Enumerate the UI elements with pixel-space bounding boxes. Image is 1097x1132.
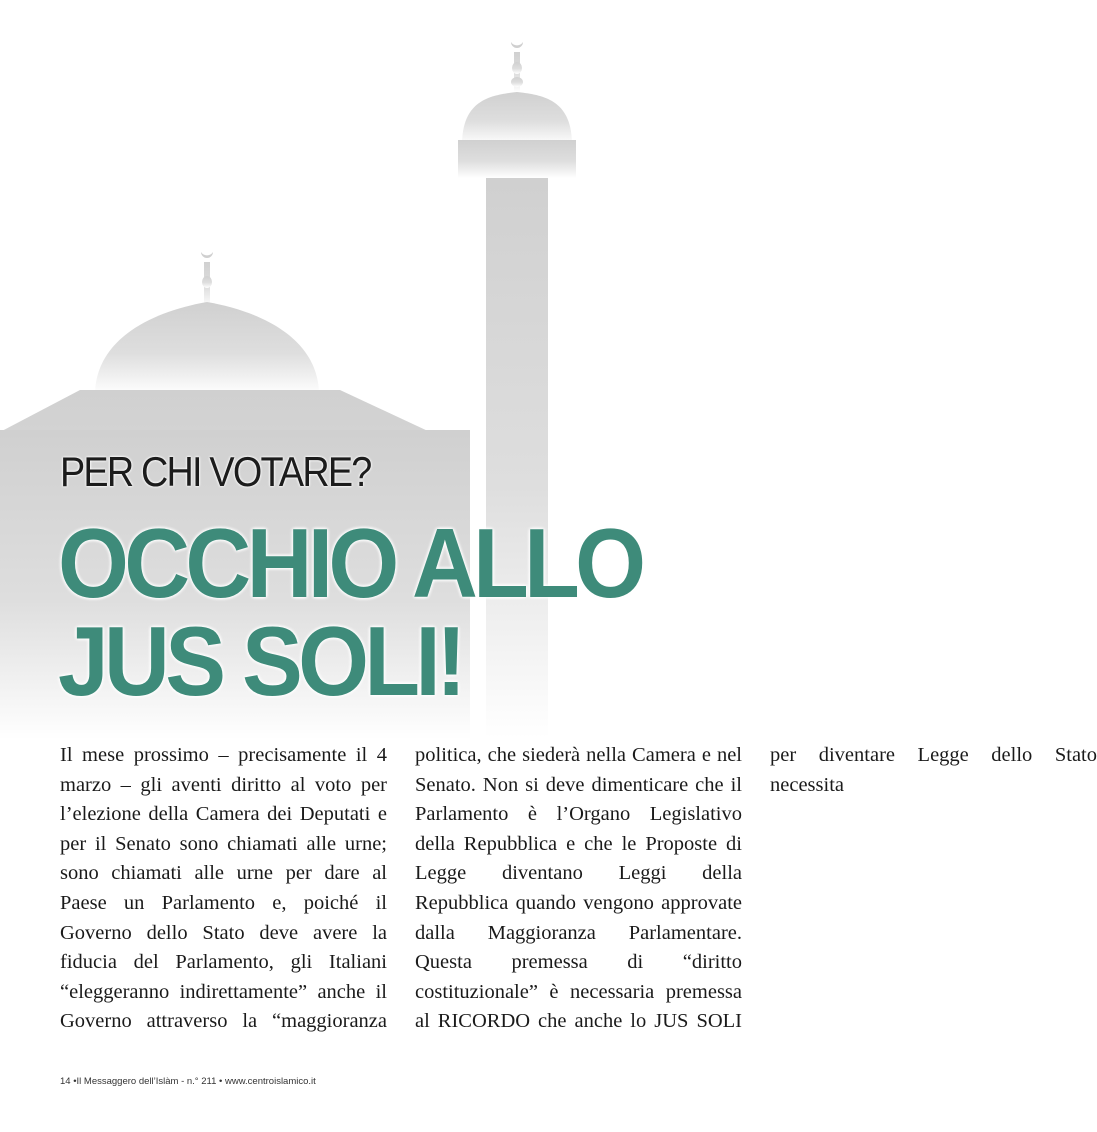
headline-line-1: OCCHIO ALLO [58, 508, 642, 618]
body-paragraph: Il mese prossimo – precisamente il 4 marzo – gli aventi diritto al voto per l’elezione della Camera dei Deputati e per il Senato sono chiamati alle urne; sono chiamati alle urne per dare al Paese un Parlamento e, poiché il Governo dello Stato deve avere la fiducia del Parlamento, gli Italiani “eleggeranno indirettamente” anche il Governo attraverso la “maggioranza politica, che siederà nella Camera e nel Senato. Non si deve dimenticare che il Parlamento è l’Organo Legislativo della Repubblica e che le Proposte di Legge diventano Leggi della Repubblica quando vengono approvate dalla Maggioranza Parlamentare. Questa premessa di “diritto costituzionale” è necessaria premessa al RICORDO che anche lo JUS SOLI per diventare Legge dello Stato necessita [60, 744, 1097, 1033]
page-footer: 14 •Il Messaggero dell’Islàm - n.° 211 • www.centroislamico.it [60, 1076, 316, 1087]
article-body [60, 741, 1097, 1051]
article-kicker: PER CHI VOTARE? [60, 448, 371, 495]
headline-line-2: JUS SOLI! [58, 606, 462, 716]
article-headline [58, 508, 642, 716]
